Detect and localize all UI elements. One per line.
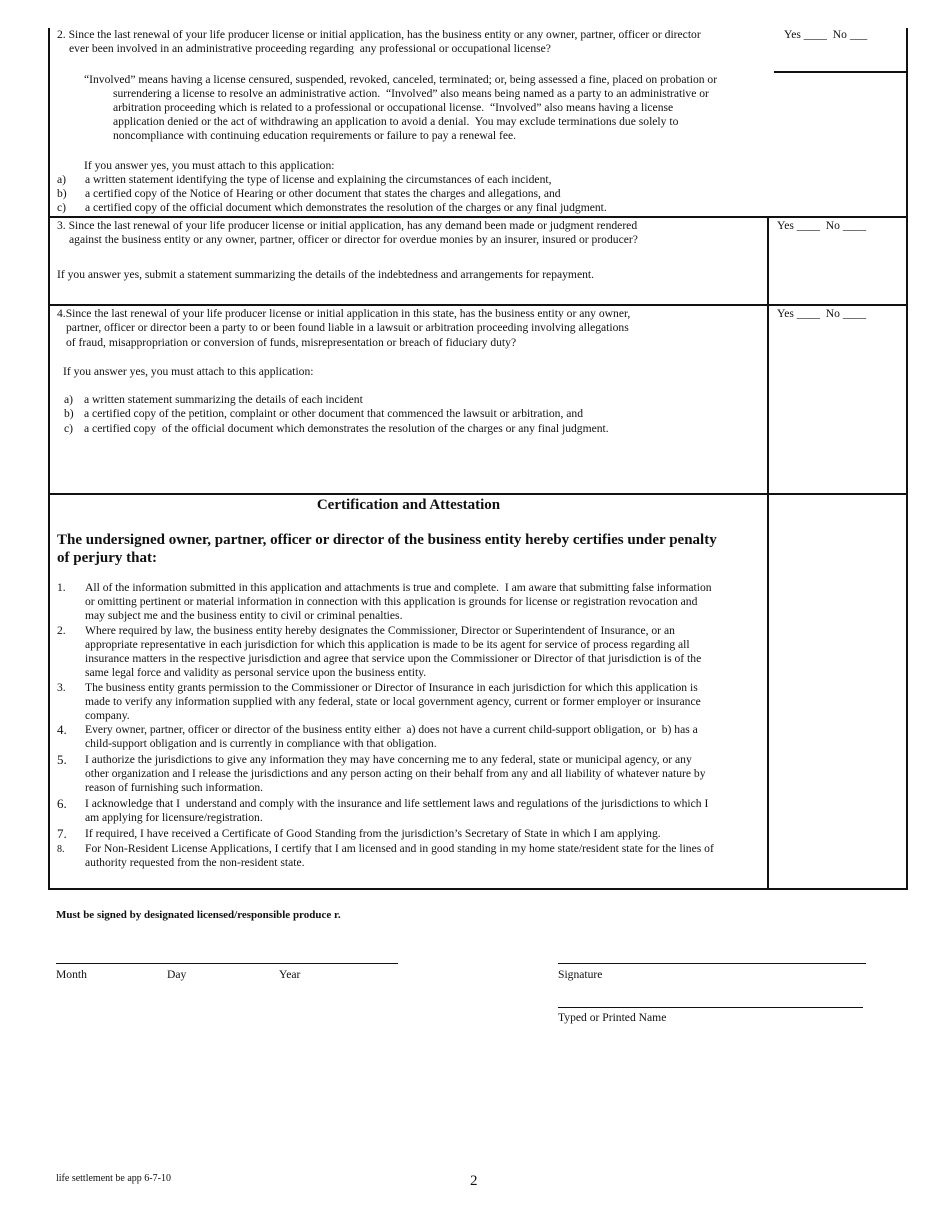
cert-item-marker: 3. bbox=[57, 681, 66, 694]
certification-intro-line2: of perjury that: bbox=[57, 550, 157, 566]
cert-item-line: All of the information submitted in this application and attachments is true and complete. I am aware that submitting false information bbox=[85, 581, 712, 594]
q4-attach-text: a certified copy of the petition, complaint or other document that commenced the lawsuit or arbitration, and bbox=[84, 407, 584, 420]
cert-item-line: The business entity grants permission to the Commissioner or Director of Insurance in each jurisdiction for which this application is bbox=[85, 681, 698, 694]
date-line[interactable] bbox=[56, 963, 398, 964]
q2-yes-no-answer[interactable]: Yes ____ No ___ bbox=[784, 28, 868, 41]
q4-question-line2: partner, officer or director been a party to or been found liable in a lawsuit or arbitration proceeding involving allegations bbox=[66, 321, 629, 334]
cert-item-line: appropriate representative in each jurisdiction for which this application is made to be its agent for service of process regarding all bbox=[85, 638, 690, 651]
signature-note: Must be signed by designated licensed/responsible produce r. bbox=[56, 909, 341, 921]
q2-answer-rule bbox=[774, 71, 908, 73]
cert-item-line: same legal force and validity as personal service upon the business entity. bbox=[85, 666, 427, 679]
row-divider bbox=[48, 493, 908, 495]
row-divider bbox=[48, 216, 908, 218]
q4-attach-marker: b) bbox=[64, 407, 74, 420]
cert-item-marker: 8. bbox=[57, 844, 65, 855]
cert-item-line: I authorize the jurisdictions to give any information they may have concerning me to any federal, state or municipal agency, or any bbox=[85, 753, 692, 766]
q4-attach-marker: c) bbox=[64, 422, 74, 435]
cert-item-line: am applying for licensure/registration. bbox=[85, 811, 263, 824]
certification-title: Certification and Attestation bbox=[316, 497, 501, 513]
q3-question-line1: 3. Since the last renewal of your life producer license or initial application, has any demand been made or judgment rendered bbox=[57, 219, 638, 232]
q2-attach-text: a written statement identifying the type of license and explaining the circumstances of each incident, bbox=[85, 173, 552, 186]
cert-item-line: other organization and I release the jurisdictions and any person acting on their behalf from any and all liability of whatever nature by bbox=[85, 767, 706, 780]
cert-item-line: made to verify any information supplied with any federal, state or local government agency, current or former employer or insurance bbox=[85, 695, 701, 708]
cert-item-line: Where required by law, the business entity hereby designates the Commissioner, Director or Superintendent of Insurance, or an bbox=[85, 624, 675, 637]
q2-attach-intro: If you answer yes, you must attach to this application: bbox=[84, 159, 335, 172]
cert-item-line: If required, I have received a Certificate of Good Standing from the jurisdiction’s Secretary of State in which I am applying. bbox=[85, 827, 661, 840]
q2-attach-text: a certified copy of the official document which demonstrates the resolution of the charges or any final judgment. bbox=[85, 201, 607, 214]
q2-attach-text: a certified copy of the Notice of Hearing or other document that states the charges and allegations, and bbox=[85, 187, 561, 200]
q2-attach-marker: a) bbox=[57, 173, 67, 186]
table-border-right bbox=[906, 28, 908, 890]
q4-yes-no-answer[interactable]: Yes ____ No ____ bbox=[777, 307, 867, 320]
cert-item-line: Every owner, partner, officer or director of the business entity either a) does not have a current child-support obligation, or b) has a bbox=[85, 723, 698, 736]
cert-item-line: child-support obligation and is currently in compliance with that obligation. bbox=[85, 737, 437, 750]
q4-attach-marker: a) bbox=[64, 393, 74, 406]
table-border-bottom bbox=[48, 888, 908, 890]
q2-question-line2: ever been involved in an administrative proceeding regarding any professional or occupational license? bbox=[69, 42, 551, 55]
cert-item-line: I acknowledge that I understand and comply with the insurance and life settlement laws and regulations of the jurisdictions to which I bbox=[85, 797, 709, 810]
day-label: Day bbox=[167, 968, 187, 981]
q4-attach-text: a certified copy of the official document which demonstrates the resolution of the charges or any final judgment. bbox=[84, 422, 609, 435]
q2-definition-line: surrendering a license to resolve an administrative action. “Involved” also means being named as a party to an administrative or bbox=[113, 87, 709, 100]
answer-column-divider bbox=[767, 216, 769, 890]
cert-item-line: insurance matters in the respective jurisdiction and agree that service upon the Commissioner or Director of that jurisdiction is of the bbox=[85, 652, 702, 665]
q4-question-line1: 4.Since the last renewal of your life producer license or initial application in this state, has the business entity or any owner, bbox=[57, 307, 631, 320]
q4-question-line3: of fraud, misappropriation or conversion of funds, misrepresentation or breach of fiduciary duty? bbox=[66, 336, 517, 349]
q3-yes-no-answer[interactable]: Yes ____ No ____ bbox=[777, 219, 867, 232]
printed-name-label: Typed or Printed Name bbox=[558, 1011, 667, 1024]
q3-question-line2: against the business entity or any owner, partner, officer or director for overdue monies by an insurer, insured or producer? bbox=[69, 233, 638, 246]
table-border-left bbox=[48, 28, 50, 890]
cert-item-marker: 7. bbox=[57, 826, 67, 841]
printed-name-line[interactable] bbox=[558, 1007, 863, 1008]
year-label: Year bbox=[279, 968, 301, 981]
q3-instruction: If you answer yes, submit a statement summarizing the details of the indebtedness and arrangements for repayment. bbox=[57, 268, 595, 281]
q2-definition-line: noncompliance with continuing education requirements or failure to pay a renewal fee. bbox=[113, 129, 517, 142]
signature-line[interactable] bbox=[558, 963, 866, 964]
cert-item-line: reason of furnishing such information. bbox=[85, 781, 264, 794]
signature-label: Signature bbox=[558, 968, 603, 981]
cert-item-marker: 6. bbox=[57, 796, 67, 811]
page-number: 2 bbox=[470, 1173, 478, 1189]
q2-attach-marker: b) bbox=[57, 187, 67, 200]
q2-attach-marker: c) bbox=[57, 201, 67, 214]
row-divider bbox=[48, 304, 908, 306]
q2-definition-line: application denied or the act of withdrawing an application to avoid a denial. You may exclude terminations due solely to bbox=[113, 115, 679, 128]
certification-intro-line1: The undersigned owner, partner, officer or director of the business entity hereby certifies under penalty bbox=[57, 532, 717, 548]
q4-attach-text: a written statement summarizing the details of each incident bbox=[84, 393, 363, 406]
cert-item-line: authority requested from the non-resident state. bbox=[85, 856, 305, 869]
form-id: life settlement be app 6-7-10 bbox=[56, 1173, 171, 1184]
q2-definition-line: “Involved” means having a license censured, suspended, revoked, canceled, terminated; or, being assessed a fine, placed on probation or bbox=[84, 73, 718, 86]
cert-item-marker: 2. bbox=[57, 624, 66, 637]
cert-item-marker: 4. bbox=[57, 722, 67, 737]
month-label: Month bbox=[56, 968, 87, 981]
cert-item-line: or omitting pertinent or material information in connection with this application is grounds for license or registration revocation and bbox=[85, 595, 698, 608]
cert-item-line: may subject me and the business entity to civil or criminal penalties. bbox=[85, 609, 403, 622]
q2-question-line1: 2. Since the last renewal of your life producer license or initial application, has the business entity or any owner, partner, officer or director bbox=[57, 28, 701, 41]
cert-item-marker: 1. bbox=[57, 581, 66, 594]
q2-definition-line: arbitration proceeding which is related to a professional or occupational license. “Involved” also means having a license bbox=[113, 101, 674, 114]
cert-item-marker: 5. bbox=[57, 752, 67, 767]
q4-attach-intro: If you answer yes, you must attach to this application: bbox=[63, 365, 314, 378]
cert-item-line: For Non-Resident License Applications, I certify that I am licensed and in good standing in my home state/resident state for the lines of bbox=[85, 842, 714, 855]
cert-item-line: company. bbox=[85, 709, 130, 722]
